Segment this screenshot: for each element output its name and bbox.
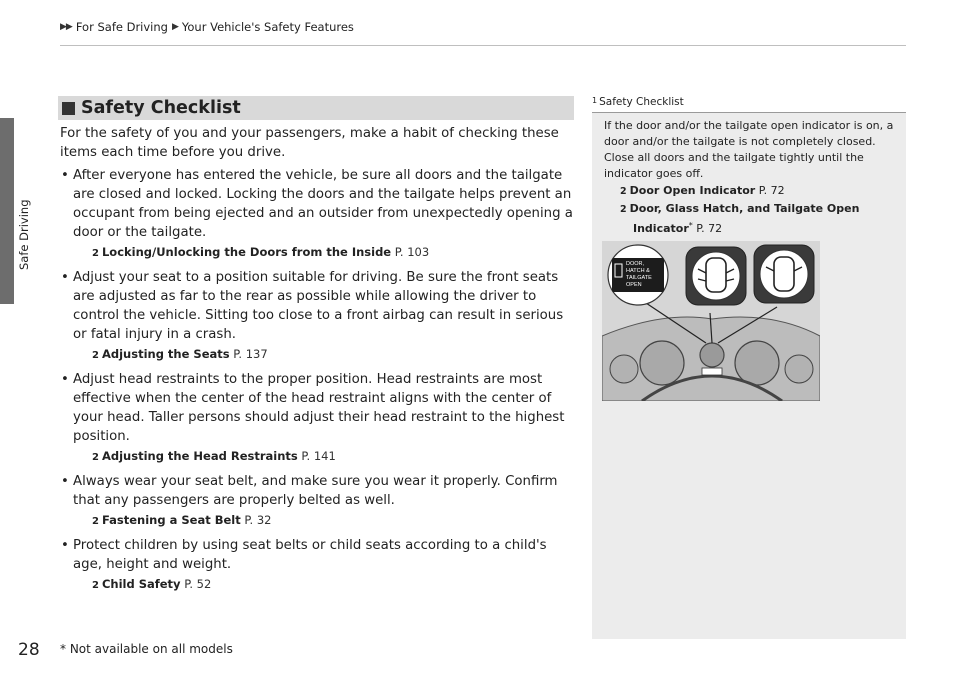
cross-reference-link[interactable] — [620, 201, 896, 237]
xref-title: Child Safety — [101, 577, 181, 591]
checklist — [60, 166, 576, 594]
asterisk-note: * — [688, 221, 693, 230]
indicator-label-line: OPEN — [626, 282, 642, 288]
cross-reference-link[interactable] — [620, 183, 896, 200]
breadcrumb-section-link[interactable]: For Safe Driving — [75, 20, 168, 34]
list-item — [60, 166, 576, 262]
cross-reference-link[interactable] — [92, 244, 576, 262]
indicator-label-line: HATCH & — [626, 268, 650, 274]
sidebar-title-text: Safety Checklist — [599, 96, 684, 108]
sidebar-body — [604, 118, 896, 237]
dashboard-figure — [602, 241, 820, 401]
xref-page: P. 141 — [301, 449, 336, 463]
indicator-label-line: DOOR, — [626, 261, 645, 267]
xref-title: Fastening a Seat Belt — [101, 513, 241, 527]
xref-page: P. 32 — [244, 513, 272, 527]
xref-page: P. 103 — [394, 245, 430, 259]
xref-title: Adjusting the Head Restraints — [101, 449, 298, 463]
xref-arrow-icon: 2 — [92, 580, 99, 591]
section-header — [58, 96, 574, 120]
list-item — [60, 370, 576, 466]
list-item-text: After everyone has entered the vehicle, be sure all doors and the tailgate are closed and locked. Locking the doors and the tailgate helps prevent an occupant from being ejected and an outsider from unexpectedly opening a door or the tailgate. — [73, 168, 573, 240]
bullet-icon: • — [61, 168, 69, 183]
xref-title: Locking/Unlocking the Doors from the Inside — [101, 245, 392, 259]
xref-title: Door Open Indicator — [629, 184, 756, 197]
cross-reference-link[interactable] — [92, 512, 576, 530]
xref-title: Adjusting the Seats — [101, 347, 230, 361]
intro-paragraph: For the safety of you and your passengers, make a habit of checking these items each time before you drive. — [60, 126, 559, 160]
breadcrumb-page-link[interactable]: Your Vehicle's Safety Features — [181, 20, 354, 34]
note-marker-icon: 1 — [592, 96, 598, 105]
bullet-icon: • — [61, 270, 69, 285]
xref-arrow-icon: 2 — [620, 204, 627, 215]
dashboard-illustration — [602, 241, 820, 401]
list-item-text: Adjust head restraints to the proper position. Head restraints are most effective when the center of the head restraint aligns with the center of your head. Taller persons should adjust their head restraint to the highest position. — [73, 372, 565, 444]
bullet-icon: • — [61, 372, 69, 387]
xref-title: Door, Glass Hatch, and Tailgate Open — [629, 202, 860, 215]
cross-reference-link[interactable] — [92, 448, 576, 466]
list-item-text: Protect children by using seat belts or child seats according to a child's age, height and weight. — [73, 538, 547, 572]
sidebar-title — [592, 96, 906, 113]
chapter-label: Safe Driving — [17, 199, 31, 270]
breadcrumb-arrow-icon: ▶▶ — [60, 22, 72, 32]
section-title: Safety Checklist — [81, 98, 241, 118]
main-content — [60, 124, 576, 600]
breadcrumb-arrow-icon: ▶ — [171, 22, 178, 32]
xref-page: P. 137 — [233, 347, 268, 361]
page-number: 28 — [18, 640, 40, 660]
xref-page: P. 72 — [758, 184, 785, 197]
breadcrumb — [60, 20, 354, 34]
xref-arrow-icon: 2 — [92, 452, 99, 463]
footnote: * Not available on all models — [60, 642, 233, 656]
xref-page: P. 52 — [184, 577, 212, 591]
list-item — [60, 472, 576, 530]
cross-reference-link[interactable] — [92, 346, 576, 364]
indicator-label-line: TAILGATE — [626, 275, 652, 281]
bullet-icon: • — [61, 538, 69, 553]
list-item-text: Always wear your seat belt, and make sure you wear it properly. Confirm that any passengers are properly belted as well. — [73, 474, 558, 508]
xref-arrow-icon: 2 — [92, 248, 99, 259]
chapter-tab — [0, 118, 14, 304]
sidebar-text: If the door and/or the tailgate open indicator is on, a door and/or the tailgate is not completely closed. Close all doors and the tailgate tightly until the indicator goes off. — [604, 119, 894, 180]
xref-arrow-icon: 2 — [92, 350, 99, 361]
cross-reference-link[interactable] — [92, 576, 576, 594]
bullet-icon: • — [61, 474, 69, 489]
list-item — [60, 536, 576, 594]
list-item-text: Adjust your seat to a position suitable for driving. Be sure the front seats are adjusted as far to the rear as possible while allowing the driver to control the vehicle. Sitting too close to a front airbag can result in serious or fatal injury in a crash. — [73, 270, 564, 342]
xref-page: P. 72 — [696, 222, 723, 235]
list-item — [60, 268, 576, 364]
xref-title-cont: Indicator — [633, 222, 689, 235]
header-divider — [60, 45, 906, 46]
xref-arrow-icon: 2 — [620, 186, 627, 197]
xref-arrow-icon: 2 — [92, 516, 99, 527]
square-bullet-icon — [62, 102, 75, 115]
